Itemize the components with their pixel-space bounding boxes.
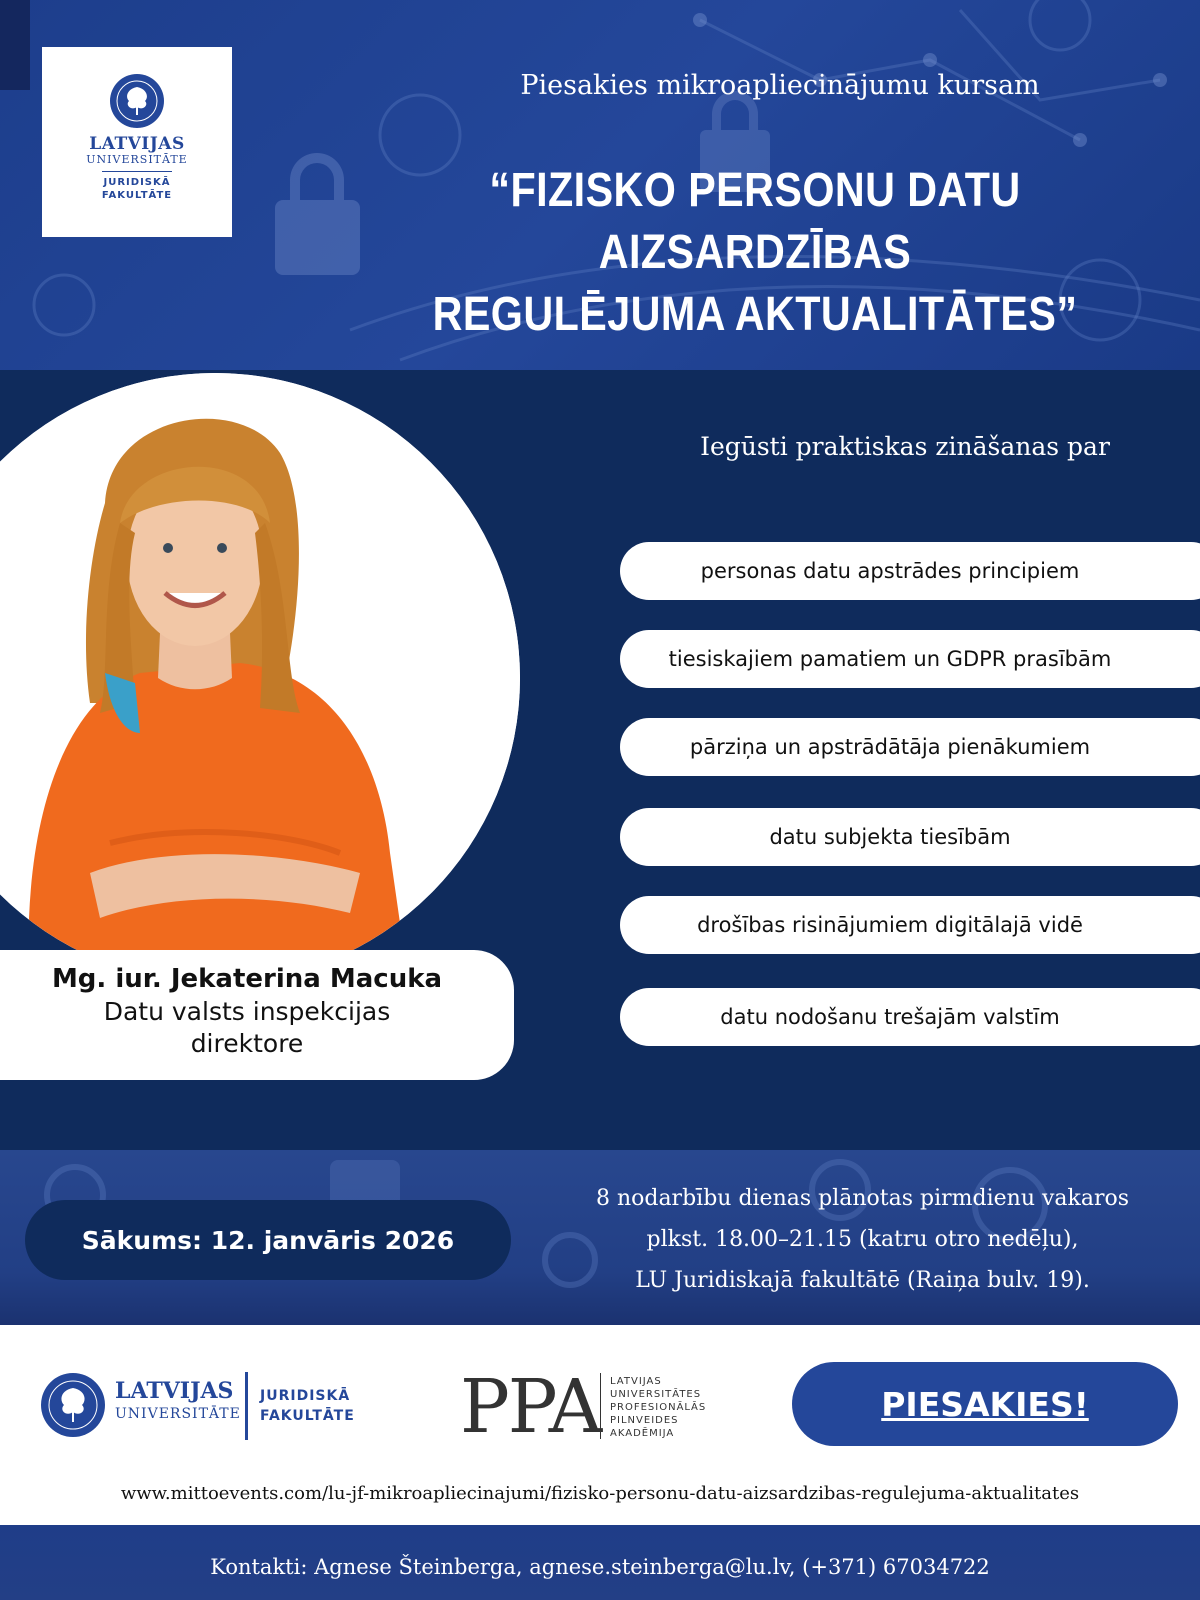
intro-text: Piesakies mikroapliecinājumu kursam: [520, 70, 1040, 101]
logo-subtitle: UNIVERSITĀTE: [86, 153, 188, 166]
apply-button[interactable]: PIESAKIES!: [792, 1362, 1178, 1446]
topic-item: tiesiskajiem pamatiem un GDPR prasībām: [620, 630, 1200, 688]
schedule-line: 8 nodarbību dienas plānotas pirmdienu vakaros: [595, 1186, 1130, 1211]
tree-seal-icon: [40, 1372, 106, 1438]
schedule-info: [540, 1178, 1185, 1301]
speaker-card: [0, 950, 514, 1080]
schedule-line: LU Juridiskajā fakultātē (Raiņa bulv. 19).: [635, 1268, 1090, 1293]
corner-square: [0, 0, 30, 90]
ppa-wordmark: PPA: [460, 1364, 601, 1450]
topic-item: personas datu apstrādes principiem: [620, 542, 1200, 600]
lock-icon: [275, 153, 360, 275]
logo-divider: [102, 171, 172, 172]
schedule-line: plkst. 18.00–21.15 (katru otro nedēļu),: [646, 1227, 1079, 1252]
speaker-name: Mg. iur. Jekaterina Macuka: [51, 964, 443, 994]
speaker-role: Datu valsts inspekcijas direktore: [103, 997, 391, 1058]
tree-seal-icon: [109, 73, 165, 129]
topic-item: pārziņa un apstrādātāja pienākumiem: [620, 718, 1200, 776]
learn-heading: Iegūsti praktiskas zināšanas par: [700, 432, 1110, 461]
topic-item: datu nodošanu trešajām valstīm: [620, 988, 1200, 1046]
footer-logo-subtitle: UNIVERSITĀTE: [115, 1406, 241, 1422]
logo-name: LATVIJAS: [89, 134, 185, 154]
start-date-badge: Sākums: 12. janvāris 2026: [25, 1200, 511, 1280]
footer-logo-name: LATVIJAS: [115, 1378, 234, 1404]
ppa-logo: [460, 1364, 760, 1450]
ppa-divider: [600, 1373, 601, 1439]
topic-item: datu subjekta tiesībām: [620, 808, 1200, 866]
footer-university-logo: [40, 1372, 380, 1442]
footer-logo-faculty: JURIDISKĀ FAKULTĀTE: [260, 1388, 355, 1424]
logo-faculty: JURIDISKĀ FAKULTĀTE: [101, 177, 173, 201]
topic-item: drošības risinājumiem digitālajā vidē: [620, 896, 1200, 954]
registration-link[interactable]: www.mittoevents.com/lu-jf-mikroapliecinajumi/fizisko-personu-datu-aizsardzibas-regulejuma-aktualitates: [120, 1483, 1080, 1504]
contact-info: Kontakti: Agnese Šteinberga, agnese.steinberga@lu.lv, (+371) 67034722: [210, 1555, 990, 1579]
logo-divider: [245, 1372, 248, 1440]
ppa-name: LATVIJAS UNIVERSITĀTES PROFESIONĀLĀS PILNVEIDES AKADĒMIJA: [610, 1376, 707, 1439]
university-logo: [42, 47, 232, 237]
course-title: “FIZISKO PERSONU DATU AIZSARDZĪBAS REGULĒJUMA AKTUALITĀTES”: [432, 164, 1078, 341]
